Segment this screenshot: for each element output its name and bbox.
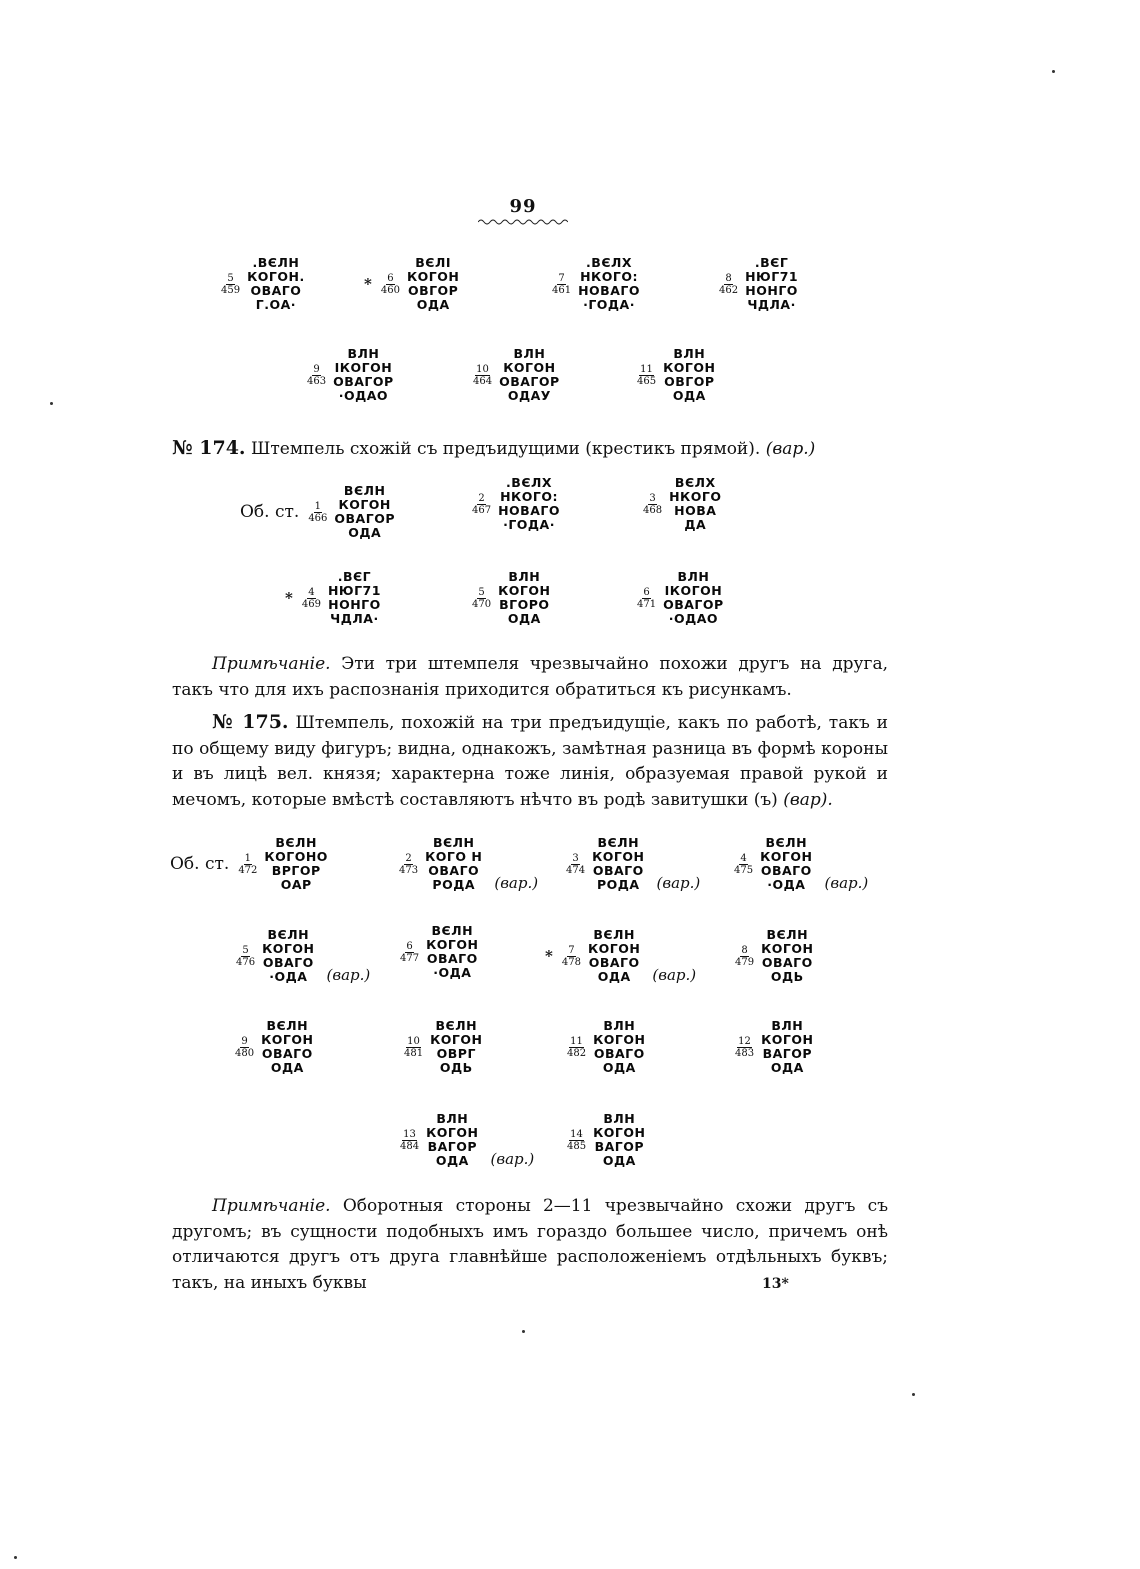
- legend-line: КОГОН: [592, 849, 645, 864]
- legend-line: ОВАГО: [760, 863, 812, 878]
- legend-line: ДА: [684, 517, 707, 532]
- legend-line: ВЄЛН: [431, 923, 474, 938]
- legend-line: КОГОН: [593, 1032, 646, 1047]
- legend-line: ·ОДАО: [668, 611, 719, 626]
- fraction-denominator: 482: [567, 1047, 587, 1059]
- legend-line: НОВА: [674, 503, 717, 518]
- legend-line: ОДЬ: [439, 1060, 473, 1075]
- legend-line: ОВАГО: [592, 863, 644, 878]
- coin-c-7: [734, 928, 814, 984]
- ob-st-label: Об. ст.: [240, 502, 300, 522]
- coin-fraction: [380, 273, 401, 296]
- legend-line: ·ОДА: [767, 877, 806, 892]
- asterisk-icon: *: [545, 947, 553, 965]
- scan-speck: [14, 1556, 17, 1559]
- coin-fraction: [235, 945, 256, 968]
- legend-line: ВЛН: [603, 1111, 636, 1126]
- legend-line: КОГОН: [503, 360, 556, 375]
- fraction-denominator: 466: [308, 512, 328, 524]
- fraction-denominator: 472: [238, 864, 258, 876]
- coin-legend: [663, 570, 724, 626]
- coin-b-4: [471, 570, 551, 626]
- coin-legend: [669, 476, 721, 532]
- legend-line: ОВГОР: [407, 283, 459, 298]
- coin-legend: [264, 836, 328, 892]
- coin-legend: [425, 836, 482, 892]
- legend-line: ОВАГО: [428, 863, 480, 878]
- legend-line: ЧДЛА·: [330, 611, 379, 626]
- legend-line: РОДА: [596, 877, 640, 892]
- note-1-text: Эти три штемпеля чрезвычайно похожи другъ на друга, такъ что для ихъ распознанія приходится обратиться къ рисункамъ.: [172, 654, 889, 700]
- coin-a-4: [306, 347, 394, 403]
- legend-line: ВЛН: [513, 346, 546, 361]
- fraction-numerator: 6: [406, 940, 413, 952]
- legend-line: КОГОН.: [247, 269, 305, 284]
- fraction-numerator: 2: [405, 852, 412, 864]
- coin-fraction: [561, 945, 582, 968]
- legend-line: ОДА: [416, 297, 450, 312]
- legend-line: КОГОН: [261, 1032, 314, 1047]
- coin-b-1: [471, 476, 560, 532]
- coin-fraction: [642, 493, 663, 516]
- legend-line: ·ГОДА·: [503, 517, 555, 532]
- fraction-numerator: 13: [403, 1128, 416, 1140]
- fraction-numerator: 12: [738, 1035, 751, 1047]
- coin-fraction: [399, 941, 420, 964]
- legend-line: НЮГ71: [745, 269, 799, 284]
- legend-line: ОВАГО: [761, 955, 813, 970]
- legend-line: ОДА: [602, 1060, 636, 1075]
- legend-line: ВГОРО: [499, 597, 550, 612]
- fraction-denominator: 465: [637, 375, 657, 387]
- fraction-denominator: 460: [380, 284, 400, 296]
- coin-legend: [261, 1019, 313, 1075]
- legend-line: ВЛН: [347, 346, 380, 361]
- legend-line: ЧДЛА·: [747, 297, 796, 312]
- variant-label: (вар.): [824, 874, 869, 892]
- coin-legend: [334, 484, 395, 540]
- legend-line: ОДА: [672, 388, 706, 403]
- fraction-denominator: 480: [235, 1047, 255, 1059]
- legend-line: КОГОН: [406, 269, 460, 284]
- legend-line: ОВАГО: [262, 955, 314, 970]
- legend-line: КОГОН: [426, 1125, 479, 1140]
- n174-text: Штемпель схожій съ предъидущими (крестикъ прямой).: [250, 439, 761, 459]
- fraction-numerator: 11: [640, 363, 653, 375]
- legend-line: ОДА: [602, 1153, 636, 1168]
- legend-line: ВЄЛН: [597, 835, 640, 850]
- coin-fraction: [734, 1036, 755, 1059]
- asterisk-icon: *: [285, 589, 293, 607]
- legend-line: ІКОГОН: [334, 360, 393, 375]
- legend-line: КОГОН: [663, 360, 716, 375]
- coin-fraction: [566, 1129, 587, 1152]
- legend-line: ОАР: [280, 877, 312, 892]
- legend-line: КОГО Н: [425, 849, 483, 864]
- n174-heading: [172, 436, 888, 463]
- coin-a-0: [220, 256, 305, 312]
- note-2-label: Примѣчаніе.: [212, 1196, 331, 1216]
- fraction-denominator: 471: [637, 598, 657, 610]
- fraction-denominator: 479: [735, 956, 755, 968]
- coin-c-11: [734, 1019, 814, 1075]
- page-number-ornament: [478, 218, 568, 226]
- fraction-denominator: 474: [566, 864, 586, 876]
- legend-line: ВЛН: [677, 569, 710, 584]
- fraction-denominator: 461: [552, 284, 572, 296]
- legend-line: КОГОН: [338, 497, 391, 512]
- legend-line: ·ОДА: [433, 965, 472, 980]
- fraction-numerator: 9: [241, 1035, 248, 1047]
- coin-c-0: [170, 836, 328, 892]
- coin-c-12: [399, 1112, 534, 1168]
- coin-a-5: [472, 347, 560, 403]
- coin-fraction: [471, 493, 492, 516]
- legend-line: ВАГОР: [427, 1139, 478, 1154]
- coin-fraction: [237, 853, 258, 876]
- coin-legend: [247, 256, 305, 312]
- fraction-numerator: 3: [649, 492, 656, 504]
- legend-line: КОГОН: [587, 941, 641, 956]
- fraction-numerator: 4: [740, 852, 747, 864]
- coin-legend: [592, 836, 644, 892]
- legend-line: ВЛН: [436, 1111, 469, 1126]
- fraction-denominator: 476: [236, 956, 256, 968]
- legend-line: КОГОНО: [264, 849, 328, 864]
- coin-fraction: [733, 853, 754, 876]
- coin-b-2: [642, 476, 722, 532]
- legend-line: НОВАГО: [498, 503, 560, 518]
- legend-line: НОНГО: [328, 597, 381, 612]
- legend-line: ВЄЛХ: [674, 475, 716, 490]
- coin-legend: [588, 928, 640, 984]
- legend-line: ВЄЛН: [766, 927, 809, 942]
- fraction-denominator: 468: [643, 504, 663, 516]
- fraction-numerator: 3: [572, 852, 579, 864]
- fraction-denominator: 473: [399, 864, 419, 876]
- coin-legend: [430, 1019, 482, 1075]
- legend-line: ·ГОДА·: [583, 297, 635, 312]
- coin-c-9: [403, 1019, 483, 1075]
- variant-label: (вар.): [652, 966, 697, 984]
- fraction-denominator: 469: [301, 598, 321, 610]
- legend-line: ОВАГО: [588, 955, 640, 970]
- coin-legend: [578, 256, 640, 312]
- legend-line: .ВЄГ: [754, 255, 789, 270]
- coin-fraction: [718, 273, 739, 296]
- coin-legend: [760, 836, 812, 892]
- coin-fraction: [636, 364, 657, 387]
- coin-a-1: [364, 256, 459, 312]
- legend-line: НОНГО: [745, 283, 798, 298]
- note-2-text: Оборотныя стороны 2—11 чрезвычайно схожи другъ съ другомъ; въ сущности подобныхъ имъ гораздо большее число, причемъ онѣ отличаются другъ отъ друга главнѣйше расположеніемъ отдѣльныхъ буквъ; такъ, на иныхъ буквы: [172, 1196, 889, 1293]
- legend-line: ОДА: [270, 1060, 304, 1075]
- legend-line: РОДА: [432, 877, 476, 892]
- legend-line: ВЄЛН: [432, 835, 475, 850]
- legend-line: НЮГ71: [327, 583, 381, 598]
- legend-line: ІКОГОН: [664, 583, 723, 598]
- coin-a-6: [636, 347, 716, 403]
- fraction-numerator: 5: [478, 586, 485, 598]
- n175-number: № 175.: [212, 711, 289, 733]
- coin-fraction: [636, 587, 657, 610]
- legend-line: КОГОН: [760, 849, 813, 864]
- coin-b-3: [285, 570, 381, 626]
- legend-line: .ВЄЛН: [252, 255, 300, 270]
- n174-number: № 174.: [172, 437, 246, 459]
- coin-legend: [426, 924, 478, 980]
- coin-fraction: [301, 587, 322, 610]
- legend-line: ОВАГО: [426, 951, 478, 966]
- legend-line: ОВАГО: [261, 1046, 313, 1061]
- legend-line: КОГОН: [262, 941, 315, 956]
- variant-label: (вар.): [490, 1150, 535, 1168]
- coin-fraction: [734, 945, 755, 968]
- coin-legend: [761, 1019, 813, 1075]
- fraction-denominator: 481: [404, 1047, 424, 1059]
- fraction-denominator: 475: [734, 864, 754, 876]
- legend-line: ВЄЛН: [275, 835, 317, 850]
- legend-line: ОВРГ: [436, 1046, 476, 1061]
- legend-line: ВЛН: [603, 1018, 636, 1033]
- coin-c-2: [565, 836, 700, 892]
- legend-line: ОВАГОР: [663, 597, 724, 612]
- scan-speck: [50, 402, 53, 405]
- legend-line: ВЄЛН: [266, 1018, 309, 1033]
- legend-line: ОДАУ: [507, 388, 551, 403]
- legend-line: НОВАГО: [578, 283, 640, 298]
- coin-fraction: [472, 364, 493, 387]
- fraction-numerator: 11: [570, 1035, 583, 1047]
- legend-line: ВЄЛН: [343, 483, 386, 498]
- legend-line: ВАГОР: [762, 1046, 813, 1061]
- legend-line: ОДЬ: [770, 969, 804, 984]
- fraction-denominator: 470: [472, 598, 492, 610]
- variant-label: (вар.): [326, 966, 371, 984]
- coin-fraction: [565, 853, 586, 876]
- legend-line: .ВЄЛХ: [586, 255, 633, 270]
- coin-c-6: [545, 928, 696, 984]
- legend-line: ОДА: [507, 611, 541, 626]
- variant-label: (вар.): [494, 874, 539, 892]
- coin-legend: [745, 256, 798, 312]
- legend-line: НКОГО:: [580, 269, 638, 284]
- coin-fraction: [307, 501, 328, 524]
- n175-var: (вар).: [783, 789, 833, 810]
- fraction-numerator: 1: [244, 852, 252, 864]
- legend-line: ОВАГОР: [333, 374, 394, 389]
- legend-line: ·ОДАО: [338, 388, 389, 403]
- coin-fraction: [566, 1036, 587, 1059]
- legend-line: ОВГОР: [664, 374, 715, 389]
- coin-c-4: [235, 928, 370, 984]
- coin-c-5: [399, 924, 479, 980]
- coin-b-5: [636, 570, 724, 626]
- legend-line: КОГОН: [761, 1032, 814, 1047]
- legend-line: ОДА: [435, 1153, 469, 1168]
- legend-line: ОВАГОР: [499, 374, 560, 389]
- legend-line: КОГОН: [498, 583, 551, 598]
- coin-legend: [761, 928, 813, 984]
- fraction-numerator: 7: [558, 272, 565, 284]
- fraction-numerator: 2: [478, 492, 485, 504]
- fraction-denominator: 464: [473, 375, 493, 387]
- fraction-numerator: 7: [568, 944, 575, 956]
- coin-fraction: [403, 1036, 424, 1059]
- coin-a-3: [718, 256, 798, 312]
- fraction-numerator: 10: [407, 1035, 420, 1047]
- legend-line: ОВАГО: [593, 1046, 645, 1061]
- legend-line: ·ОДА: [269, 969, 308, 984]
- scan-speck: [1052, 70, 1055, 73]
- coin-fraction: [471, 587, 492, 610]
- legend-line: ВЛН: [508, 569, 541, 584]
- coin-legend: [498, 570, 550, 626]
- fraction-denominator: 484: [400, 1140, 420, 1152]
- fraction-denominator: 463: [307, 375, 327, 387]
- fraction-denominator: 462: [719, 284, 739, 296]
- legend-line: ОДА: [770, 1060, 804, 1075]
- coin-legend: [333, 347, 394, 403]
- fraction-numerator: 8: [741, 944, 748, 956]
- legend-line: КОГОН: [426, 937, 479, 952]
- coin-c-1: [398, 836, 538, 892]
- legend-line: .ВЄЛХ: [506, 475, 553, 490]
- coin-fraction: [399, 1129, 420, 1152]
- legend-line: КОГОН: [593, 1125, 646, 1140]
- coin-c-10: [566, 1019, 646, 1075]
- coin-legend: [663, 347, 715, 403]
- n175-text: Штемпель, похожій на три предъидущіе, какъ по работѣ, такъ и по общему виду фигуръ; видна, однакожъ, замѣтная разница въ формѣ короны и въ лицѣ вел. князя; характерна тоже линія, образуемая правой рукой и мечомъ, которые вмѣстѣ составляютъ нѣчто въ родѣ завитушки (ъ): [172, 713, 889, 810]
- fraction-numerator: 1: [314, 500, 322, 512]
- legend-line: ВЄЛІ: [415, 255, 452, 270]
- coin-legend: [262, 928, 314, 984]
- fraction-numerator: 6: [387, 272, 394, 284]
- note-1-label: Примѣчаніе.: [212, 654, 331, 674]
- coin-legend: [328, 570, 381, 626]
- legend-line: ВЄЛН: [435, 1018, 478, 1033]
- fraction-numerator: 5: [242, 944, 249, 956]
- fraction-denominator: 478: [561, 956, 581, 968]
- fraction-numerator: 10: [476, 363, 489, 375]
- legend-line: ОДА: [597, 969, 631, 984]
- coin-legend: [593, 1019, 645, 1075]
- coin-fraction: [398, 853, 419, 876]
- coin-fraction: [306, 364, 327, 387]
- scan-speck: [522, 1330, 525, 1333]
- coin-fraction: [234, 1036, 255, 1059]
- legend-line: ОВАГОР: [334, 511, 395, 526]
- fraction-denominator: 485: [567, 1140, 587, 1152]
- coin-legend: [593, 1112, 645, 1168]
- coin-legend: [498, 476, 560, 532]
- legend-line: КОГОН: [761, 941, 814, 956]
- coin-legend: [426, 1112, 478, 1168]
- coin-c-8: [234, 1019, 314, 1075]
- asterisk-icon: *: [364, 275, 372, 293]
- coin-b-0: [240, 484, 395, 540]
- fraction-numerator: 8: [725, 272, 732, 284]
- fraction-denominator: 467: [472, 504, 492, 516]
- coin-c-3: [733, 836, 868, 892]
- coin-c-13: [566, 1112, 646, 1168]
- coin-fraction: [551, 273, 572, 296]
- legend-line: ВЄЛН: [593, 927, 635, 942]
- n175-paragraph: [172, 710, 888, 813]
- variant-label: (вар.): [656, 874, 701, 892]
- legend-line: ВРГОР: [271, 863, 321, 878]
- fraction-numerator: 14: [570, 1128, 583, 1140]
- fraction-numerator: 5: [227, 272, 234, 284]
- legend-line: ВЛН: [771, 1018, 804, 1033]
- fraction-denominator: 477: [400, 952, 420, 964]
- coin-legend: [407, 256, 459, 312]
- note-1: [172, 652, 888, 703]
- legend-line: ОДА: [348, 525, 382, 540]
- legend-line: ВЛН: [673, 346, 706, 361]
- legend-line: КОГОН: [430, 1032, 483, 1047]
- legend-line: НКОГО:: [500, 489, 558, 504]
- legend-line: ОВАГО: [250, 283, 302, 298]
- signature-mark: 13*: [762, 1276, 789, 1292]
- legend-line: ВЄЛН: [765, 835, 808, 850]
- legend-line: .ВЄГ: [337, 569, 372, 584]
- legend-line: ВАГОР: [594, 1139, 645, 1154]
- fraction-numerator: 4: [308, 586, 315, 598]
- legend-line: НКОГО: [669, 489, 722, 504]
- n174-var: (вар.): [765, 439, 816, 459]
- coin-a-2: [551, 256, 640, 312]
- fraction-denominator: 483: [735, 1047, 755, 1059]
- ob-st-label: Об. ст.: [170, 854, 230, 874]
- legend-line: Г.ОА·: [255, 297, 297, 312]
- fraction-denominator: 459: [221, 284, 241, 296]
- page-number: 99: [509, 196, 537, 217]
- fraction-numerator: 6: [643, 586, 650, 598]
- coin-legend: [499, 347, 560, 403]
- legend-line: ВЄЛН: [267, 927, 310, 942]
- fraction-numerator: 9: [313, 363, 320, 375]
- coin-fraction: [220, 273, 241, 296]
- scan-speck: [912, 1393, 915, 1396]
